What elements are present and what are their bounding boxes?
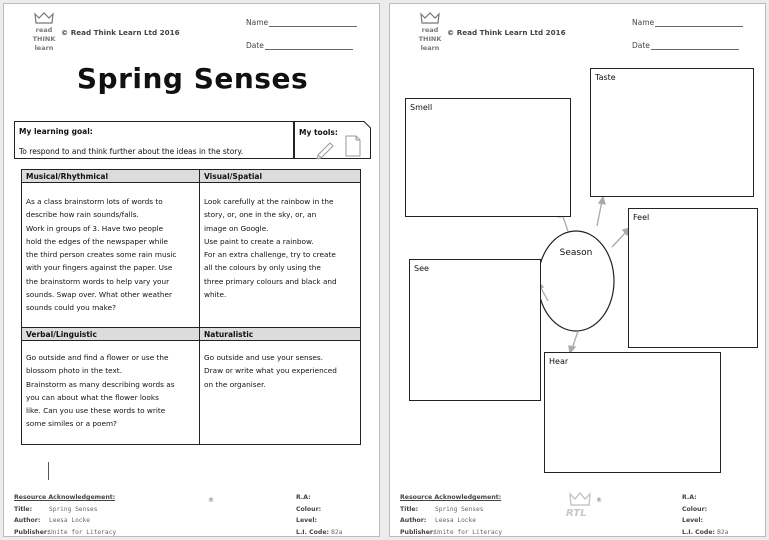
ack-author-value: Leesa Locke (435, 517, 476, 524)
connector-taste (597, 201, 602, 226)
cell-line: describe how rain sounds/falls. (26, 210, 139, 220)
li-code-label: L.I. Code: (682, 528, 715, 536)
ack-title-label: Title: (400, 505, 419, 513)
date-label: Date (632, 41, 650, 50)
taste-box[interactable] (590, 68, 754, 197)
registered-mark: ® (596, 497, 602, 504)
learning-goal-box (14, 121, 294, 159)
ack-title-value: Spring Senses (435, 505, 484, 513)
resource-meta (296, 492, 342, 538)
cell-line: Go outside and use your senses. (204, 353, 323, 362)
worksheet-page-2 (389, 3, 766, 537)
ack-author-label: Author: (400, 517, 427, 524)
cell-heading: Visual/Spatial (200, 170, 360, 183)
arrowhead-taste (599, 197, 605, 204)
svg-text:THINK: THINK (32, 35, 56, 43)
cell-line: story, or, one in the sky, or, an (204, 210, 317, 220)
cell-line: the third person creates some rain music (26, 250, 177, 260)
ack-publisher-label: Publisher: (400, 528, 436, 536)
name-underline (269, 19, 357, 27)
feel-label: Feel (633, 213, 650, 222)
date-underline (265, 42, 353, 50)
ack-author-value: Leesa Locke (49, 517, 90, 524)
tools-heading: My tools: (299, 128, 338, 137)
registered-mark: ® (208, 497, 214, 504)
cell-line: As a class brainstorm lots of words to (26, 197, 163, 206)
tools-box-frame (294, 121, 371, 159)
text-cursor-mark (48, 462, 49, 480)
paper-icon (346, 136, 360, 156)
hear-label: Hear (549, 357, 569, 366)
name-label: Name (246, 18, 269, 27)
page-title: Spring Senses (76, 62, 309, 95)
cell-musical-rhythmical (22, 170, 200, 328)
cell-line: with your fingers against the paper. Use (26, 263, 173, 273)
li-code-value: B2a (717, 528, 729, 536)
date-field[interactable] (246, 41, 353, 50)
ack-heading: Resource Acknowledgement: (400, 494, 502, 501)
copyright-text: © Read Think Learn Ltd 2016 (447, 28, 566, 37)
cell-heading: Naturalistic (200, 328, 360, 341)
cell-line: sounds. Swap over. What other weather (26, 290, 173, 300)
cell-line: Brainstorm as many describing words as (26, 379, 175, 389)
cell-body (200, 341, 360, 391)
connector-feel (612, 231, 627, 247)
colour-label: Colour: (682, 505, 708, 513)
smell-label: Smell (410, 103, 433, 112)
resource-acknowledgement (14, 492, 116, 538)
svg-text:learn: learn (34, 44, 54, 52)
cell-line: blossom photo in the text. (26, 366, 122, 376)
cell-line: Work in groups of 3. Have two people (26, 223, 164, 233)
cell-line: hold the edges of the newspaper while (26, 236, 168, 246)
cell-heading: Verbal/Linguistic (22, 328, 199, 341)
smell-box[interactable] (405, 98, 571, 217)
ra-label: R.A: (296, 494, 311, 501)
cell-line: you can about what the flower looks (26, 392, 159, 402)
rtl-mark-text: RTL (566, 508, 587, 519)
hear-box[interactable] (544, 352, 721, 473)
ack-publisher-label: Publisher: (14, 528, 50, 536)
cell-line: Use paint to create a rainbow. (204, 236, 314, 246)
colour-label: Colour: (296, 505, 322, 513)
cell-body (22, 183, 199, 315)
cell-heading: Musical/Rhythmical (22, 170, 199, 183)
activity-grid (21, 169, 361, 445)
cell-line: Draw or write what you experienced (204, 366, 337, 376)
see-label: See (414, 264, 429, 273)
cell-line: all the colours by only using the (204, 263, 321, 273)
cell-line: sounds could you make? (26, 303, 116, 313)
name-field[interactable] (246, 18, 357, 27)
cell-verbal-linguistic (22, 328, 200, 444)
cell-line: Look carefully at the rainbow in the (204, 197, 334, 206)
crown-icon (560, 490, 600, 510)
cell-line: For an extra challenge, try to create (204, 250, 336, 260)
li-code-value: B2a (331, 528, 343, 536)
level-label: Level: (296, 517, 317, 524)
ack-title-value: Spring Senses (49, 505, 98, 513)
feel-box[interactable] (628, 208, 758, 348)
cell-line: image on Google. (204, 223, 269, 233)
ack-publisher-value: Unite for Literacy (49, 528, 117, 536)
cell-line: on the organiser. (204, 379, 266, 389)
tools-box (294, 121, 371, 159)
name-label: Name (632, 18, 655, 27)
cell-body (22, 341, 199, 431)
cell-line: the brainstorm words to help vary your (26, 276, 170, 286)
cell-line: some similes or a poem? (26, 419, 117, 429)
cell-naturalistic (200, 328, 360, 444)
ra-label: R.A: (682, 494, 697, 501)
resource-acknowledgement (400, 492, 502, 538)
resource-meta (682, 492, 728, 538)
ack-heading: Resource Acknowledgement: (14, 494, 116, 501)
ack-publisher-value: Unite for Literacy (435, 528, 503, 536)
rtl-watermark-logo (560, 490, 600, 526)
copyright-text: © Read Think Learn Ltd 2016 (61, 28, 180, 37)
worksheet-page-1 (3, 3, 380, 537)
learning-goal-text: To respond to and think further about the ideas in the story. (19, 147, 244, 156)
date-label: Date (246, 41, 264, 50)
svg-text:read: read (35, 26, 53, 34)
svg-text:read: read (421, 26, 439, 34)
cell-line: white. (204, 290, 227, 300)
season-ellipse (538, 231, 614, 331)
ack-author-label: Author: (14, 517, 41, 524)
cell-line: like. Can you use these words to write (26, 406, 166, 416)
level-label: Level: (682, 517, 703, 524)
cell-body (200, 183, 360, 301)
ack-title-label: Title: (14, 505, 33, 513)
cell-line: Go outside and find a flower or use the (26, 353, 169, 362)
season-label: Season (559, 248, 593, 258)
read-think-learn-logo (30, 12, 58, 54)
svg-text:learn: learn (420, 44, 440, 52)
cell-visual-spatial (200, 170, 360, 328)
see-box[interactable] (409, 259, 541, 401)
cell-line: three primary colours and black and (204, 276, 337, 286)
taste-label: Taste (595, 73, 616, 82)
svg-text:THINK: THINK (418, 35, 442, 43)
li-code-label: L.I. Code: (296, 528, 329, 536)
learning-goal-heading: My learning goal: (19, 127, 93, 136)
